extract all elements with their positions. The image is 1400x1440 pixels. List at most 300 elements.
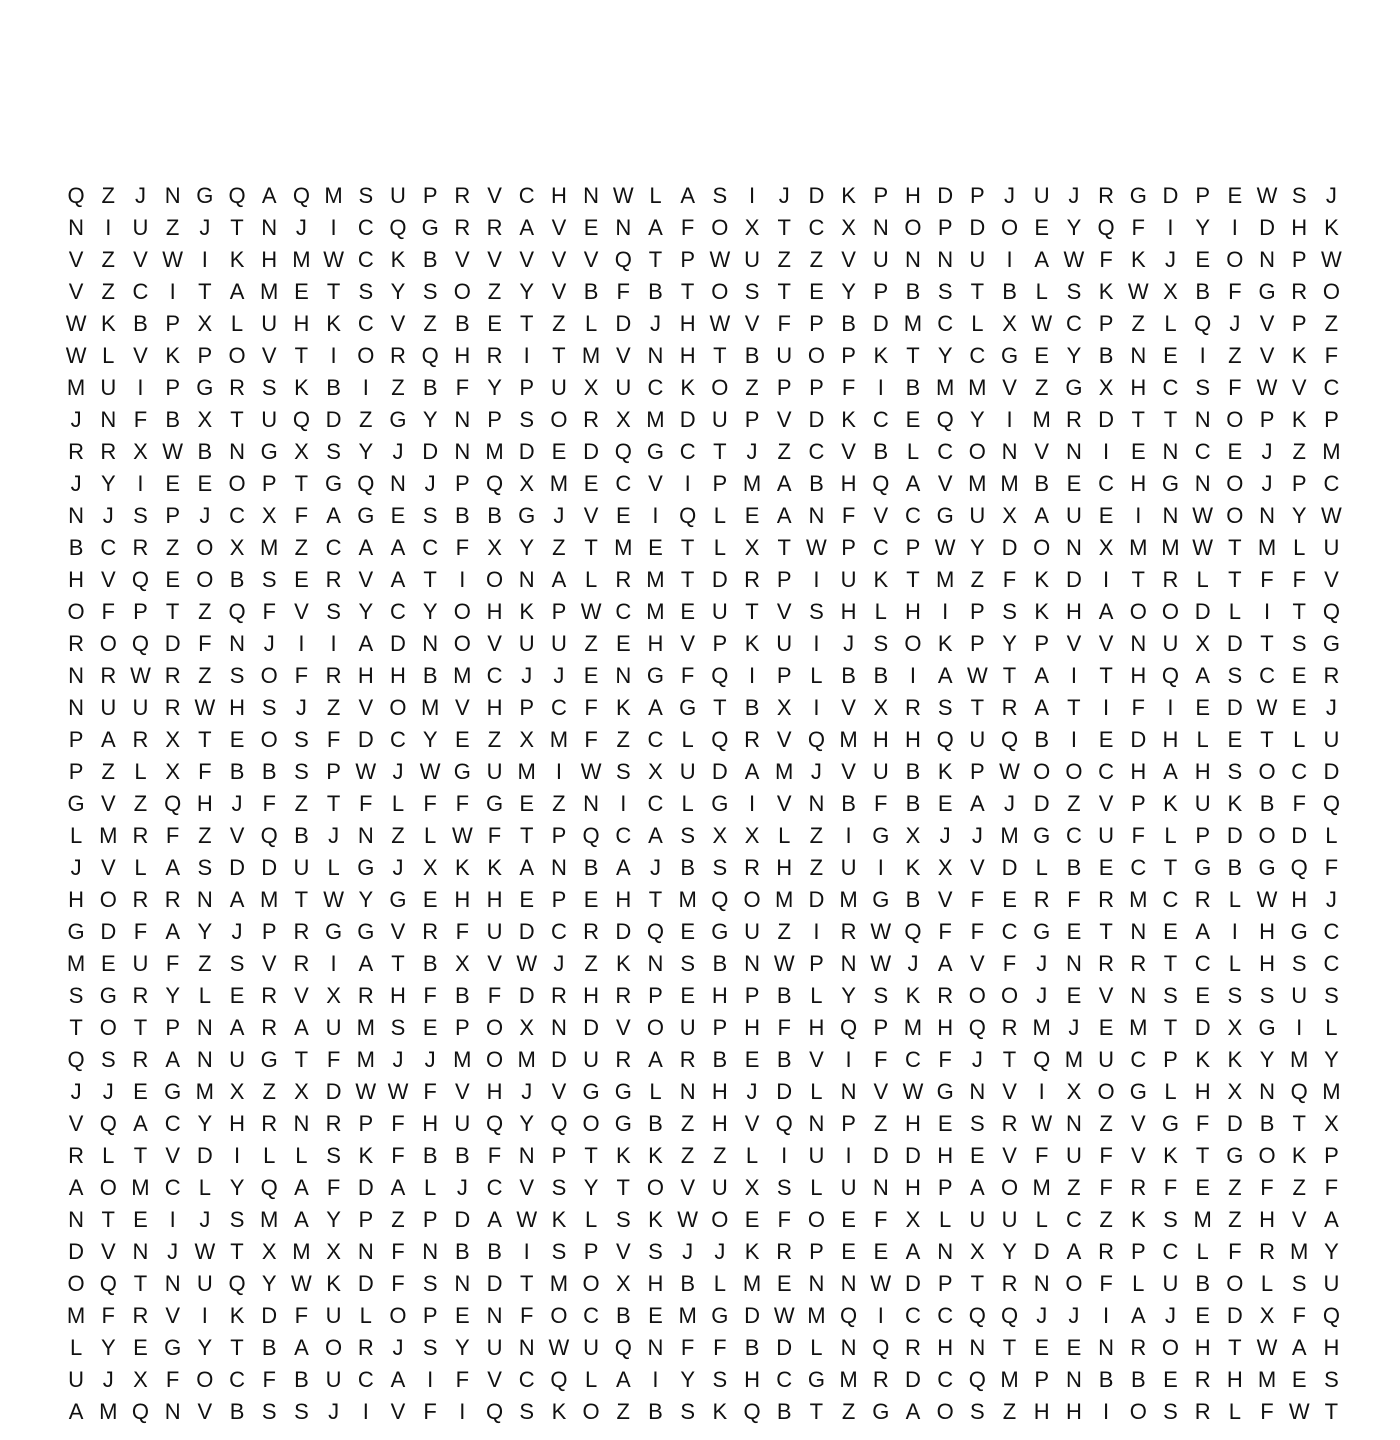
grid-letter[interactable]: L: [424, 1175, 437, 1200]
grid-letter[interactable]: J: [1068, 1303, 1080, 1328]
grid-letter[interactable]: K: [615, 695, 631, 720]
grid-letter[interactable]: T: [519, 1271, 534, 1296]
grid-letter[interactable]: B: [422, 951, 438, 976]
grid-letter[interactable]: Q: [1322, 791, 1340, 816]
grid-letter[interactable]: R: [1130, 1175, 1147, 1200]
grid-letter[interactable]: J: [295, 215, 307, 240]
grid-letter[interactable]: O: [807, 343, 825, 368]
grid-letter[interactable]: T: [1131, 567, 1145, 592]
grid-letter[interactable]: I: [201, 247, 208, 272]
grid-letter[interactable]: W: [1256, 183, 1278, 208]
grid-letter[interactable]: R: [1130, 951, 1147, 976]
grid-letter[interactable]: Q: [968, 1367, 986, 1392]
grid-letter[interactable]: B: [648, 1399, 663, 1424]
grid-letter[interactable]: N: [840, 1079, 857, 1104]
grid-letter[interactable]: A: [744, 759, 760, 784]
grid-letter[interactable]: E: [583, 471, 599, 496]
grid-letter[interactable]: Y: [1259, 1047, 1275, 1072]
grid-letter[interactable]: Q: [904, 919, 922, 944]
grid-letter[interactable]: A: [261, 183, 277, 208]
grid-letter[interactable]: W: [1321, 503, 1342, 528]
grid-letter[interactable]: L: [810, 983, 823, 1008]
grid-letter[interactable]: X: [519, 471, 535, 496]
grid-letter[interactable]: K: [744, 1239, 760, 1264]
grid-letter[interactable]: P: [1034, 631, 1050, 656]
grid-letter[interactable]: E: [455, 727, 470, 752]
grid-letter[interactable]: P: [776, 567, 792, 592]
grid-letter[interactable]: F: [584, 727, 598, 752]
grid-letter[interactable]: N: [1259, 503, 1275, 528]
grid-letter[interactable]: S: [712, 855, 728, 880]
grid-letter[interactable]: I: [1103, 567, 1110, 592]
grid-letter[interactable]: L: [713, 1271, 726, 1296]
grid-letter[interactable]: E: [519, 887, 535, 912]
grid-letter[interactable]: F: [262, 599, 276, 624]
grid-letter[interactable]: Z: [101, 247, 115, 272]
grid-letter[interactable]: L: [584, 567, 598, 592]
grid-letter[interactable]: L: [327, 855, 340, 880]
grid-letter[interactable]: F: [841, 503, 856, 528]
grid-letter[interactable]: A: [1034, 663, 1050, 688]
grid-letter[interactable]: L: [1132, 1271, 1145, 1296]
grid-letter[interactable]: R: [68, 439, 85, 464]
grid-letter[interactable]: T: [713, 695, 727, 720]
grid-letter[interactable]: W: [709, 247, 731, 272]
grid-letter[interactable]: S: [68, 983, 84, 1008]
grid-letter[interactable]: T: [1002, 1047, 1017, 1072]
grid-letter[interactable]: V: [551, 279, 567, 304]
grid-letter[interactable]: G: [646, 663, 665, 688]
grid-letter[interactable]: M: [1032, 407, 1051, 432]
grid-letter[interactable]: F: [938, 1047, 952, 1072]
grid-letter[interactable]: O: [1033, 535, 1051, 560]
grid-letter[interactable]: R: [1162, 567, 1179, 592]
grid-letter[interactable]: X: [744, 823, 760, 848]
grid-letter[interactable]: X: [294, 439, 309, 464]
grid-letter[interactable]: I: [137, 471, 144, 496]
grid-letter[interactable]: G: [325, 919, 343, 944]
grid-letter[interactable]: K: [1291, 407, 1307, 432]
grid-letter[interactable]: Q: [99, 1111, 117, 1136]
grid-letter[interactable]: B: [1195, 1271, 1210, 1296]
grid-letter[interactable]: N: [1194, 471, 1211, 496]
grid-letter[interactable]: R: [1194, 1399, 1211, 1424]
grid-letter[interactable]: T: [1292, 599, 1306, 624]
grid-letter[interactable]: Y: [970, 407, 985, 432]
grid-letter[interactable]: Z: [552, 791, 566, 816]
grid-letter[interactable]: E: [776, 1271, 792, 1296]
grid-letter[interactable]: V: [358, 695, 374, 720]
grid-letter[interactable]: B: [680, 1271, 695, 1296]
grid-letter[interactable]: C: [486, 663, 503, 688]
grid-letter[interactable]: V: [970, 951, 985, 976]
grid-letter[interactable]: Q: [807, 727, 825, 752]
grid-letter[interactable]: F: [294, 663, 309, 688]
grid-letter[interactable]: C: [1323, 951, 1340, 976]
grid-letter[interactable]: C: [229, 503, 245, 528]
grid-letter[interactable]: K: [1034, 599, 1050, 624]
grid-letter[interactable]: H: [261, 247, 278, 272]
grid-letter[interactable]: O: [582, 1271, 600, 1296]
grid-letter[interactable]: U: [229, 1047, 245, 1072]
grid-letter[interactable]: V: [487, 631, 502, 656]
grid-letter[interactable]: H: [840, 599, 857, 624]
grid-letter[interactable]: B: [905, 791, 921, 816]
grid-letter[interactable]: F: [970, 887, 985, 912]
grid-letter[interactable]: E: [1195, 247, 1210, 272]
grid-letter[interactable]: Z: [423, 311, 437, 336]
grid-letter[interactable]: T: [133, 1015, 148, 1040]
grid-letter[interactable]: E: [133, 1335, 148, 1360]
grid-letter[interactable]: B: [1130, 1367, 1146, 1392]
grid-letter[interactable]: J: [682, 1239, 694, 1264]
grid-letter[interactable]: R: [744, 727, 760, 752]
grid-letter[interactable]: O: [1226, 503, 1244, 528]
grid-letter[interactable]: V: [229, 823, 245, 848]
grid-letter[interactable]: L: [1260, 1271, 1274, 1296]
grid-letter[interactable]: N: [1130, 343, 1147, 368]
grid-letter[interactable]: D: [357, 1175, 374, 1200]
grid-letter[interactable]: S: [648, 1239, 663, 1264]
grid-letter[interactable]: R: [744, 567, 760, 592]
grid-letter[interactable]: C: [647, 791, 664, 816]
grid-letter[interactable]: U: [100, 375, 117, 400]
grid-letter[interactable]: G: [196, 375, 214, 400]
grid-letter[interactable]: F: [1099, 247, 1113, 272]
grid-letter[interactable]: H: [1130, 663, 1147, 688]
grid-letter[interactable]: V: [841, 759, 856, 784]
grid-letter[interactable]: J: [456, 1175, 468, 1200]
grid-letter[interactable]: B: [68, 535, 84, 560]
grid-letter[interactable]: E: [1066, 1335, 1082, 1360]
grid-letter[interactable]: Y: [100, 1335, 116, 1360]
grid-letter[interactable]: A: [937, 663, 953, 688]
grid-letter[interactable]: S: [358, 279, 374, 304]
grid-letter[interactable]: T: [809, 1399, 824, 1424]
grid-letter[interactable]: F: [1131, 823, 1145, 848]
grid-letter[interactable]: O: [807, 1207, 825, 1232]
grid-letter[interactable]: A: [551, 567, 567, 592]
grid-letter[interactable]: P: [680, 247, 695, 272]
grid-letter[interactable]: A: [390, 567, 406, 592]
grid-letter[interactable]: R: [132, 983, 149, 1008]
grid-letter[interactable]: S: [873, 631, 889, 656]
grid-letter[interactable]: V: [487, 183, 502, 208]
grid-letter[interactable]: B: [261, 1335, 277, 1360]
grid-letter[interactable]: H: [937, 1015, 954, 1040]
grid-letter[interactable]: Z: [680, 1111, 695, 1136]
grid-letter[interactable]: V: [873, 1079, 889, 1104]
grid-letter[interactable]: P: [937, 1271, 953, 1296]
grid-letter[interactable]: U: [293, 855, 310, 880]
grid-letter[interactable]: A: [326, 503, 341, 528]
grid-letter[interactable]: E: [1195, 695, 1210, 720]
grid-letter[interactable]: Z: [198, 951, 212, 976]
grid-letter[interactable]: O: [968, 983, 986, 1008]
grid-letter[interactable]: L: [810, 1079, 823, 1104]
grid-letter[interactable]: T: [165, 599, 180, 624]
grid-letter[interactable]: C: [808, 439, 825, 464]
grid-letter[interactable]: U: [1098, 1047, 1115, 1072]
grid-letter[interactable]: U: [583, 1047, 600, 1072]
grid-letter[interactable]: A: [133, 1111, 148, 1136]
grid-letter[interactable]: U: [486, 1335, 503, 1360]
grid-letter[interactable]: X: [1098, 375, 1114, 400]
grid-letter[interactable]: J: [102, 1367, 114, 1392]
grid-letter[interactable]: U: [486, 759, 503, 784]
grid-letter[interactable]: I: [877, 855, 884, 880]
grid-letter[interactable]: C: [1098, 471, 1115, 496]
grid-letter[interactable]: J: [1164, 1303, 1176, 1328]
grid-letter[interactable]: W: [580, 759, 602, 784]
grid-letter[interactable]: E: [1291, 1367, 1307, 1392]
grid-letter[interactable]: N: [68, 695, 85, 720]
grid-letter[interactable]: H: [905, 1111, 921, 1136]
grid-letter[interactable]: C: [422, 535, 439, 560]
grid-letter[interactable]: Z: [391, 1207, 405, 1232]
grid-letter[interactable]: J: [199, 1207, 211, 1232]
grid-letter[interactable]: T: [326, 791, 341, 816]
grid-letter[interactable]: C: [937, 311, 954, 336]
grid-letter[interactable]: O: [485, 567, 504, 592]
grid-letter[interactable]: D: [1098, 407, 1115, 432]
grid-letter[interactable]: F: [616, 279, 630, 304]
grid-letter[interactable]: M: [903, 311, 923, 336]
grid-letter[interactable]: B: [680, 855, 695, 880]
grid-letter[interactable]: N: [518, 567, 535, 592]
grid-letter[interactable]: M: [646, 599, 665, 624]
grid-letter[interactable]: U: [261, 311, 278, 336]
grid-letter[interactable]: S: [776, 1175, 792, 1200]
grid-letter[interactable]: L: [230, 311, 244, 336]
grid-letter[interactable]: N: [744, 951, 760, 976]
grid-letter[interactable]: F: [455, 1367, 470, 1392]
grid-letter[interactable]: E: [615, 503, 631, 528]
grid-letter[interactable]: T: [294, 887, 309, 912]
grid-letter[interactable]: U: [969, 1207, 986, 1232]
grid-letter[interactable]: N: [1065, 535, 1082, 560]
grid-letter[interactable]: T: [294, 343, 309, 368]
grid-letter[interactable]: E: [744, 503, 760, 528]
grid-letter[interactable]: D: [808, 887, 825, 912]
grid-letter[interactable]: R: [132, 535, 149, 560]
grid-letter[interactable]: I: [813, 631, 820, 656]
grid-letter[interactable]: N: [1130, 919, 1147, 944]
grid-letter[interactable]: Y: [261, 1271, 277, 1296]
grid-letter[interactable]: Y: [326, 1207, 341, 1232]
grid-letter[interactable]: Z: [874, 1111, 888, 1136]
grid-letter[interactable]: E: [165, 567, 180, 592]
grid-letter[interactable]: X: [1195, 631, 1210, 656]
grid-letter[interactable]: F: [777, 1015, 791, 1040]
grid-letter[interactable]: V: [583, 503, 599, 528]
grid-letter[interactable]: D: [615, 919, 632, 944]
grid-letter[interactable]: L: [69, 823, 83, 848]
grid-letter[interactable]: E: [229, 727, 245, 752]
grid-letter[interactable]: R: [1033, 887, 1050, 912]
grid-letter[interactable]: P: [809, 311, 824, 336]
grid-letter[interactable]: E: [1066, 983, 1082, 1008]
grid-letter[interactable]: V: [133, 343, 148, 368]
grid-letter[interactable]: P: [1130, 791, 1146, 816]
grid-letter[interactable]: U: [325, 1367, 342, 1392]
grid-letter[interactable]: F: [1228, 1239, 1242, 1264]
grid-letter[interactable]: V: [873, 503, 889, 528]
grid-letter[interactable]: S: [680, 951, 695, 976]
grid-letter[interactable]: F: [680, 215, 695, 240]
grid-letter[interactable]: U: [486, 919, 503, 944]
grid-letter[interactable]: D: [1033, 791, 1050, 816]
grid-letter[interactable]: S: [1227, 983, 1243, 1008]
grid-letter[interactable]: W: [870, 919, 892, 944]
grid-letter[interactable]: J: [939, 823, 951, 848]
grid-letter[interactable]: H: [647, 631, 664, 656]
grid-letter[interactable]: A: [648, 695, 663, 720]
grid-letter[interactable]: C: [969, 343, 986, 368]
grid-letter[interactable]: U: [1162, 1271, 1179, 1296]
grid-letter[interactable]: W: [1063, 247, 1085, 272]
grid-letter[interactable]: G: [67, 791, 85, 816]
grid-letter[interactable]: M: [839, 1367, 858, 1392]
grid-letter[interactable]: O: [936, 1399, 954, 1424]
grid-letter[interactable]: N: [454, 439, 471, 464]
grid-letter[interactable]: G: [485, 791, 504, 816]
grid-letter[interactable]: T: [294, 471, 309, 496]
grid-letter[interactable]: H: [486, 1079, 503, 1104]
grid-letter[interactable]: I: [1103, 695, 1110, 720]
grid-letter[interactable]: Z: [584, 631, 598, 656]
grid-letter[interactable]: Z: [1228, 1175, 1242, 1200]
grid-letter[interactable]: L: [1228, 951, 1241, 976]
grid-letter[interactable]: J: [231, 791, 243, 816]
grid-letter[interactable]: K: [937, 631, 953, 656]
grid-letter[interactable]: S: [1163, 1207, 1178, 1232]
grid-letter[interactable]: L: [713, 503, 726, 528]
grid-letter[interactable]: J: [70, 1079, 82, 1104]
grid-letter[interactable]: B: [229, 759, 245, 784]
grid-letter[interactable]: F: [326, 727, 341, 752]
grid-letter[interactable]: L: [681, 727, 694, 752]
grid-letter[interactable]: U: [454, 1111, 471, 1136]
grid-letter[interactable]: F: [165, 1367, 180, 1392]
grid-letter[interactable]: H: [293, 311, 310, 336]
grid-letter[interactable]: D: [808, 183, 825, 208]
grid-letter[interactable]: B: [197, 439, 213, 464]
grid-letter[interactable]: H: [711, 983, 728, 1008]
grid-letter[interactable]: N: [840, 1271, 857, 1296]
grid-letter[interactable]: B: [165, 407, 180, 432]
grid-letter[interactable]: Z: [616, 727, 630, 752]
grid-letter[interactable]: X: [905, 1207, 921, 1232]
grid-letter[interactable]: X: [1163, 279, 1178, 304]
grid-letter[interactable]: L: [810, 1335, 823, 1360]
grid-letter[interactable]: R: [1098, 887, 1115, 912]
grid-letter[interactable]: V: [809, 1047, 824, 1072]
grid-letter[interactable]: G: [518, 503, 536, 528]
grid-letter[interactable]: W: [709, 311, 731, 336]
grid-letter[interactable]: V: [615, 1239, 631, 1264]
grid-letter[interactable]: M: [99, 1399, 118, 1424]
grid-letter[interactable]: O: [99, 1015, 117, 1040]
grid-letter[interactable]: J: [1068, 183, 1080, 208]
grid-letter[interactable]: E: [294, 567, 309, 592]
grid-letter[interactable]: S: [970, 1111, 985, 1136]
grid-letter[interactable]: Q: [228, 599, 246, 624]
grid-letter[interactable]: F: [133, 919, 148, 944]
grid-letter[interactable]: V: [615, 1015, 631, 1040]
grid-letter[interactable]: A: [229, 1015, 245, 1040]
grid-letter[interactable]: R: [1259, 1239, 1275, 1264]
grid-letter[interactable]: Z: [1292, 439, 1306, 464]
grid-letter[interactable]: L: [1196, 1239, 1209, 1264]
grid-letter[interactable]: V: [100, 567, 116, 592]
grid-letter[interactable]: Q: [1097, 215, 1115, 240]
grid-letter[interactable]: L: [1035, 855, 1048, 880]
grid-letter[interactable]: E: [197, 471, 213, 496]
grid-letter[interactable]: C: [872, 535, 889, 560]
grid-letter[interactable]: M: [66, 375, 86, 400]
grid-letter[interactable]: E: [583, 663, 599, 688]
grid-letter[interactable]: C: [229, 1367, 245, 1392]
grid-letter[interactable]: C: [808, 215, 825, 240]
grid-letter[interactable]: Y: [422, 599, 438, 624]
grid-letter[interactable]: F: [1260, 1399, 1274, 1424]
grid-letter[interactable]: J: [971, 1047, 983, 1072]
grid-letter[interactable]: D: [196, 1143, 213, 1168]
grid-letter[interactable]: K: [1195, 1047, 1210, 1072]
grid-letter[interactable]: N: [196, 1015, 213, 1040]
grid-letter[interactable]: J: [1261, 439, 1273, 464]
grid-letter[interactable]: H: [905, 599, 921, 624]
grid-letter[interactable]: F: [326, 1175, 341, 1200]
grid-letter[interactable]: G: [872, 1399, 890, 1424]
grid-letter[interactable]: Q: [67, 183, 85, 208]
grid-letter[interactable]: F: [294, 503, 309, 528]
grid-letter[interactable]: I: [1199, 343, 1206, 368]
grid-letter[interactable]: S: [1163, 1399, 1178, 1424]
grid-letter[interactable]: S: [1195, 375, 1210, 400]
grid-letter[interactable]: T: [1002, 663, 1017, 688]
grid-letter[interactable]: S: [519, 407, 535, 432]
grid-letter[interactable]: I: [1006, 247, 1013, 272]
grid-letter[interactable]: F: [391, 1111, 405, 1136]
grid-letter[interactable]: J: [810, 759, 822, 784]
grid-letter[interactable]: S: [615, 1207, 631, 1232]
grid-letter[interactable]: T: [777, 215, 791, 240]
grid-letter[interactable]: E: [1034, 215, 1050, 240]
grid-letter[interactable]: M: [292, 1239, 311, 1264]
grid-letter[interactable]: Y: [455, 1335, 470, 1360]
grid-letter[interactable]: X: [1002, 311, 1017, 336]
grid-letter[interactable]: I: [1070, 727, 1077, 752]
grid-letter[interactable]: S: [326, 599, 341, 624]
grid-letter[interactable]: J: [70, 471, 82, 496]
grid-letter[interactable]: B: [455, 1239, 470, 1264]
grid-letter[interactable]: W: [1256, 375, 1278, 400]
grid-letter[interactable]: G: [1226, 1143, 1244, 1168]
grid-letter[interactable]: P: [1291, 247, 1307, 272]
grid-letter[interactable]: T: [326, 279, 341, 304]
grid-letter[interactable]: D: [325, 407, 342, 432]
grid-letter[interactable]: P: [744, 983, 760, 1008]
grid-letter[interactable]: I: [1038, 1079, 1045, 1104]
grid-letter[interactable]: R: [357, 983, 374, 1008]
grid-letter[interactable]: L: [713, 535, 726, 560]
grid-letter[interactable]: D: [518, 919, 535, 944]
grid-letter[interactable]: M: [453, 1047, 472, 1072]
grid-letter[interactable]: H: [422, 1111, 439, 1136]
grid-letter[interactable]: L: [1196, 727, 1209, 752]
